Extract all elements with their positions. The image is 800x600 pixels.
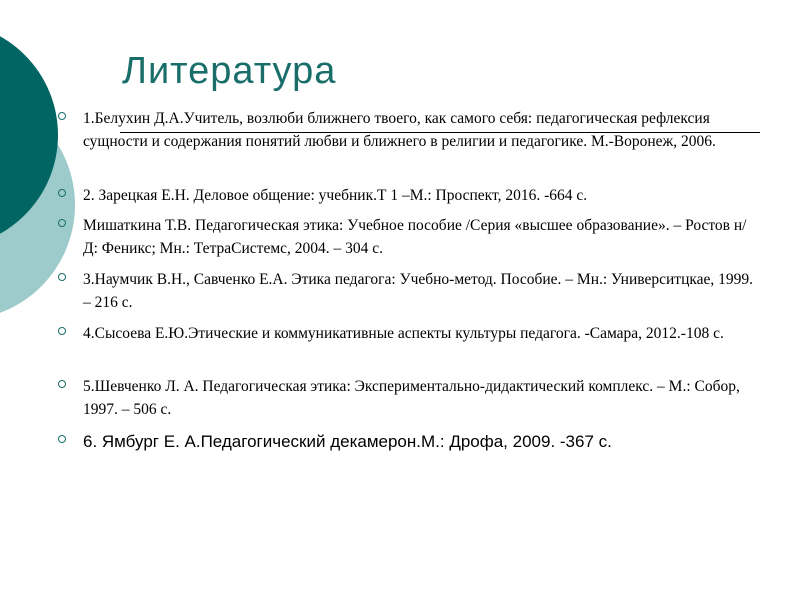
reference-item bbox=[58, 214, 758, 260]
reference-item bbox=[58, 322, 758, 345]
circle-bullet-icon bbox=[58, 112, 66, 120]
circle-bullet-icon bbox=[58, 189, 66, 197]
circle-bullet-icon bbox=[58, 435, 66, 443]
reference-text: 6. Ямбург Е. А.Педагогический декамерон.М.: Дрофа, 2009. -367 с. bbox=[83, 432, 612, 451]
reference-text: 2. Зарецкая Е.Н. Деловое общение: учебник.Т 1 –М.: Проспект, 2016. -664 с. bbox=[83, 187, 588, 204]
reference-text: 4.Сысоева Е.Ю.Этические и коммуникативные аспекты культуры педагога. -Самара, 2012.-108 с. bbox=[83, 325, 724, 342]
slide-title: Литература bbox=[122, 50, 337, 92]
reference-item bbox=[58, 268, 758, 314]
circle-bullet-icon bbox=[58, 273, 66, 281]
circle-bullet-icon bbox=[58, 327, 66, 335]
reference-item bbox=[58, 107, 758, 153]
reference-text: Мишаткина Т.В. Педагогическая этика: Учебное пособие /Серия «высшее образование». – Ростов н/Д: Феникс; Мн.: ТетраСистемс, 2004. – 304 с. bbox=[83, 217, 747, 257]
reference-item bbox=[58, 375, 758, 421]
reference-text: 3.Наумчик В.Н., Савченко Е.А. Этика педагога: Учебно-метод. Пособие. – Мн.: Университцкае, 1999. – 216 с. bbox=[83, 271, 754, 311]
reference-text: 5.Шевченко Л. А. Педагогическая этика: Экспериментально-дидактический комплекс. – М.: Собор, 1997. – 506 с. bbox=[83, 378, 740, 418]
circle-bullet-icon bbox=[58, 219, 66, 227]
reference-text: 1.Белухин Д.А.Учитель, возлюби ближнего твоего, как самого себя: педагогическая рефлексия сущности и содержания понятий любви и ближнего в религии и педагогике. М.-Воронеж, 2006. bbox=[83, 110, 716, 150]
reference-item bbox=[58, 430, 758, 453]
circle-bullet-icon bbox=[58, 380, 66, 388]
reference-item bbox=[58, 184, 758, 207]
